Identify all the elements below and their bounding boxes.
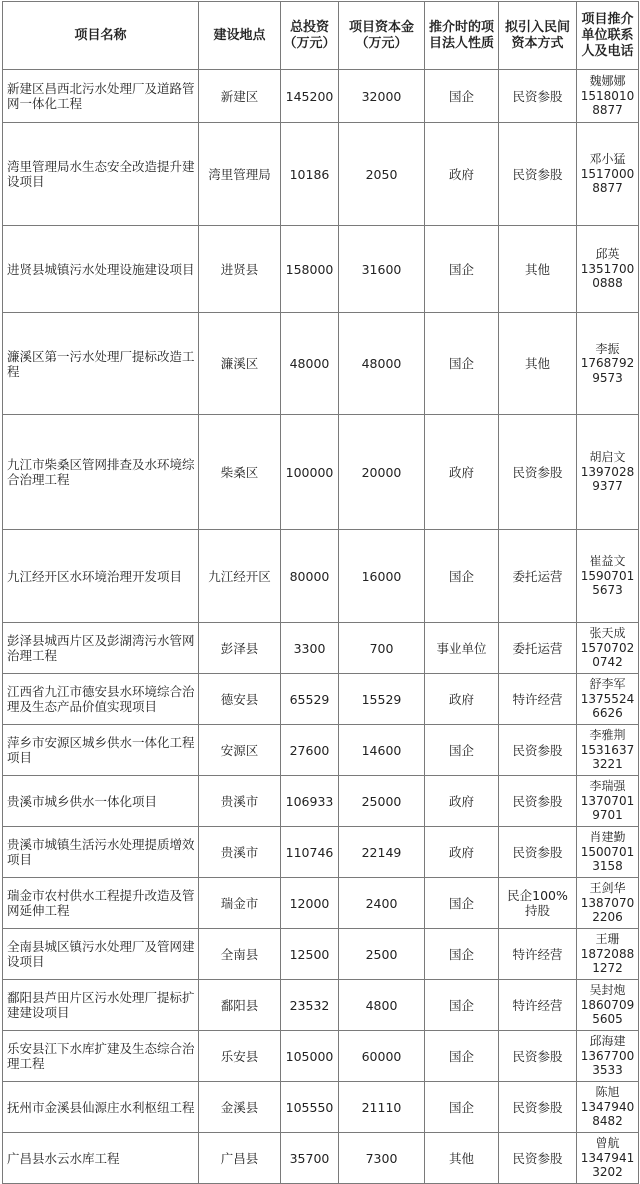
location-cell: 彭泽县 — [199, 623, 281, 674]
project-name-cell: 全南县城区镇污水处理厂及管网建设项目 — [3, 929, 199, 980]
investment-cell: 80000 — [281, 530, 339, 623]
capital-cell: 60000 — [339, 1031, 425, 1082]
contact-phone: 13970289377 — [580, 464, 635, 494]
investment-cell: 105000 — [281, 1031, 339, 1082]
method-cell: 民资参股 — [499, 776, 577, 827]
location-cell: 瑞金市 — [199, 878, 281, 929]
investment-cell: 158000 — [281, 226, 339, 313]
capital-cell: 14600 — [339, 725, 425, 776]
investment-cell: 48000 — [281, 313, 339, 415]
contact-phone: 13479408482 — [580, 1099, 635, 1129]
contact-phone: 15180108877 — [580, 88, 635, 118]
table-row — [3, 123, 639, 226]
nature-cell: 国企 — [425, 70, 499, 123]
location-cell: 濂溪区 — [199, 313, 281, 415]
nature-cell: 政府 — [425, 123, 499, 226]
investment-cell: 110746 — [281, 827, 339, 878]
table-body — [3, 70, 639, 1184]
location-cell: 贵溪市 — [199, 827, 281, 878]
location-cell: 湾里管理局 — [199, 123, 281, 226]
location-cell: 广昌县 — [199, 1133, 281, 1184]
contact-cell — [577, 1082, 639, 1133]
capital-cell: 700 — [339, 623, 425, 674]
contact-name: 李振 — [595, 341, 620, 356]
investment-cell: 35700 — [281, 1133, 339, 1184]
contact-cell — [577, 70, 639, 123]
location-cell: 德安县 — [199, 674, 281, 725]
investment-cell: 105550 — [281, 1082, 339, 1133]
investment-cell: 10186 — [281, 123, 339, 226]
project-name-cell: 贵溪市城镇生活污水处理提质增效项目 — [3, 827, 199, 878]
contact-phone: 18607095605 — [580, 997, 635, 1027]
table-row — [3, 1082, 639, 1133]
project-name-cell: 乐安县江下水库扩建及生态综合治理工程 — [3, 1031, 199, 1082]
location-cell: 金溪县 — [199, 1082, 281, 1133]
capital-cell: 7300 — [339, 1133, 425, 1184]
table-row — [3, 878, 639, 929]
project-name-cell: 九江市柴桑区管网排查及水环境综合治理工程 — [3, 415, 199, 530]
table-row — [3, 1133, 639, 1184]
investment-cell: 145200 — [281, 70, 339, 123]
contact-phone: 13707019701 — [580, 793, 635, 823]
nature-cell: 国企 — [425, 530, 499, 623]
contact-cell — [577, 415, 639, 530]
method-cell: 民资参股 — [499, 415, 577, 530]
contact-phone: 13870702206 — [580, 895, 635, 925]
contact-name: 邱海建 — [589, 1034, 626, 1049]
nature-cell: 国企 — [425, 980, 499, 1031]
contact-cell — [577, 878, 639, 929]
nature-cell: 国企 — [425, 725, 499, 776]
contact-name: 李瑞强 — [589, 779, 626, 794]
contact-name: 舒李军 — [589, 677, 626, 692]
capital-cell: 22149 — [339, 827, 425, 878]
nature-cell: 政府 — [425, 776, 499, 827]
contact-cell — [577, 776, 639, 827]
nature-cell: 事业单位 — [425, 623, 499, 674]
method-cell: 其他 — [499, 226, 577, 313]
method-cell: 民资参股 — [499, 70, 577, 123]
capital-cell: 31600 — [339, 226, 425, 313]
contact-name: 王剑华 — [589, 881, 626, 896]
location-cell: 柴桑区 — [199, 415, 281, 530]
investment-cell: 12500 — [281, 929, 339, 980]
table-row — [3, 725, 639, 776]
capital-cell: 2500 — [339, 929, 425, 980]
contact-name: 邱英 — [595, 247, 620, 262]
header-nature: 推介时的项目法人性质 — [425, 2, 499, 70]
location-cell: 新建区 — [199, 70, 281, 123]
table-row — [3, 415, 639, 530]
capital-cell: 25000 — [339, 776, 425, 827]
capital-cell: 16000 — [339, 530, 425, 623]
project-table — [2, 1, 639, 1184]
location-cell: 安源区 — [199, 725, 281, 776]
capital-cell: 15529 — [339, 674, 425, 725]
project-name-cell: 萍乡市安源区城乡供水一体化工程项目 — [3, 725, 199, 776]
method-cell: 民资参股 — [499, 725, 577, 776]
nature-cell: 国企 — [425, 1031, 499, 1082]
contact-phone: 15707020742 — [580, 640, 635, 670]
contact-name: 王珊 — [595, 932, 620, 947]
method-cell: 其他 — [499, 313, 577, 415]
capital-cell: 20000 — [339, 415, 425, 530]
contact-cell — [577, 313, 639, 415]
method-cell: 民资参股 — [499, 123, 577, 226]
contact-name: 崔益文 — [589, 554, 626, 569]
project-name-cell: 湾里管理局水生态安全改造提升建设项目 — [3, 123, 199, 226]
contact-phone: 18720881272 — [580, 946, 635, 976]
investment-cell: 3300 — [281, 623, 339, 674]
capital-cell: 21110 — [339, 1082, 425, 1133]
capital-cell: 4800 — [339, 980, 425, 1031]
contact-name: 陈旭 — [595, 1085, 620, 1100]
method-cell: 民资参股 — [499, 827, 577, 878]
table-row — [3, 980, 639, 1031]
contact-cell — [577, 530, 639, 623]
project-name-cell: 九江经开区水环境治理开发项目 — [3, 530, 199, 623]
project-name-cell: 濂溪区第一污水处理厂提标改造工程 — [3, 313, 199, 415]
header-method: 拟引入民间资本方式 — [499, 2, 577, 70]
contact-cell — [577, 1031, 639, 1082]
header-row — [3, 2, 639, 70]
project-name-cell: 江西省九江市德安县水环境综合治理及生态产品价值实现项目 — [3, 674, 199, 725]
nature-cell: 国企 — [425, 1082, 499, 1133]
nature-cell: 政府 — [425, 415, 499, 530]
contact-phone: 15907015673 — [580, 568, 635, 598]
contact-name: 胡启文 — [589, 450, 626, 465]
contact-cell — [577, 980, 639, 1031]
capital-cell: 2050 — [339, 123, 425, 226]
header-capital: 项目资本金 （万元） — [339, 2, 425, 70]
contact-name: 张天成 — [589, 626, 626, 641]
method-cell: 民资参股 — [499, 1082, 577, 1133]
method-cell: 特许经营 — [499, 674, 577, 725]
project-name-cell: 贵溪市城乡供水一体化项目 — [3, 776, 199, 827]
nature-cell: 国企 — [425, 878, 499, 929]
project-name-cell: 新建区昌西北污水处理厂及道路管网一体化工程 — [3, 70, 199, 123]
location-cell: 乐安县 — [199, 1031, 281, 1082]
investment-cell: 27600 — [281, 725, 339, 776]
header-project-name: 项目名称 — [3, 2, 199, 70]
contact-phone: 13677003533 — [580, 1048, 635, 1078]
capital-cell: 48000 — [339, 313, 425, 415]
nature-cell: 其他 — [425, 1133, 499, 1184]
capital-cell: 32000 — [339, 70, 425, 123]
location-cell: 全南县 — [199, 929, 281, 980]
contact-cell — [577, 123, 639, 226]
contact-cell — [577, 929, 639, 980]
method-cell: 特许经营 — [499, 929, 577, 980]
project-name-cell: 抚州市金溪县仙源庄水利枢纽工程 — [3, 1082, 199, 1133]
header-investment: 总投资 （万元） — [281, 2, 339, 70]
contact-cell — [577, 827, 639, 878]
project-name-cell: 鄱阳县芦田片区污水处理厂提标扩建建设项目 — [3, 980, 199, 1031]
investment-cell: 12000 — [281, 878, 339, 929]
table-row — [3, 1031, 639, 1082]
investment-cell: 65529 — [281, 674, 339, 725]
contact-cell — [577, 226, 639, 313]
table-row — [3, 530, 639, 623]
table-row — [3, 226, 639, 313]
nature-cell: 国企 — [425, 226, 499, 313]
method-cell: 特许经营 — [499, 980, 577, 1031]
project-name-cell: 瑞金市农村供水工程提升改造及管网延伸工程 — [3, 878, 199, 929]
contact-phone: 17687929573 — [580, 356, 635, 385]
nature-cell: 国企 — [425, 929, 499, 980]
contact-cell — [577, 725, 639, 776]
contact-phone: 15316373221 — [580, 742, 635, 772]
project-name-cell: 广昌县水云水库工程 — [3, 1133, 199, 1184]
investment-cell: 100000 — [281, 415, 339, 530]
contact-name: 邓小猛 — [589, 152, 626, 167]
contact-phone: 15007013158 — [580, 844, 635, 874]
header-contact: 项目推介单位联系人及电话 — [577, 2, 639, 70]
contact-name: 李雅荆 — [589, 728, 626, 743]
investment-cell: 23532 — [281, 980, 339, 1031]
table-row — [3, 776, 639, 827]
contact-phone: 13479413202 — [580, 1150, 635, 1180]
method-cell: 委托运营 — [499, 530, 577, 623]
project-name-cell: 进贤县城镇污水处理设施建设项目 — [3, 226, 199, 313]
contact-name: 吴封炮 — [589, 983, 626, 998]
contact-cell — [577, 623, 639, 674]
method-cell: 民企100%持股 — [499, 878, 577, 929]
investment-cell: 106933 — [281, 776, 339, 827]
table-row — [3, 623, 639, 674]
method-cell: 民资参股 — [499, 1031, 577, 1082]
nature-cell: 国企 — [425, 313, 499, 415]
contact-phone: 13755246626 — [580, 691, 635, 721]
table-row — [3, 674, 639, 725]
table-row — [3, 827, 639, 878]
contact-phone: 15170008877 — [580, 166, 635, 196]
location-cell: 贵溪市 — [199, 776, 281, 827]
method-cell: 民资参股 — [499, 1133, 577, 1184]
contact-name: 曾航 — [595, 1136, 620, 1151]
contact-cell — [577, 674, 639, 725]
location-cell: 进贤县 — [199, 226, 281, 313]
table-row — [3, 313, 639, 415]
project-name-cell: 彭泽县城西片区及彭湖湾污水管网治理工程 — [3, 623, 199, 674]
nature-cell: 政府 — [425, 674, 499, 725]
contact-cell — [577, 1133, 639, 1184]
method-cell: 委托运营 — [499, 623, 577, 674]
location-cell: 九江经开区 — [199, 530, 281, 623]
contact-phone: 13517000888 — [580, 261, 635, 291]
contact-name: 魏娜娜 — [589, 74, 626, 89]
location-cell: 鄱阳县 — [199, 980, 281, 1031]
capital-cell: 2400 — [339, 878, 425, 929]
table-row — [3, 70, 639, 123]
table-row — [3, 929, 639, 980]
contact-name: 肖建勤 — [589, 830, 626, 845]
nature-cell: 政府 — [425, 827, 499, 878]
header-location: 建设地点 — [199, 2, 281, 70]
